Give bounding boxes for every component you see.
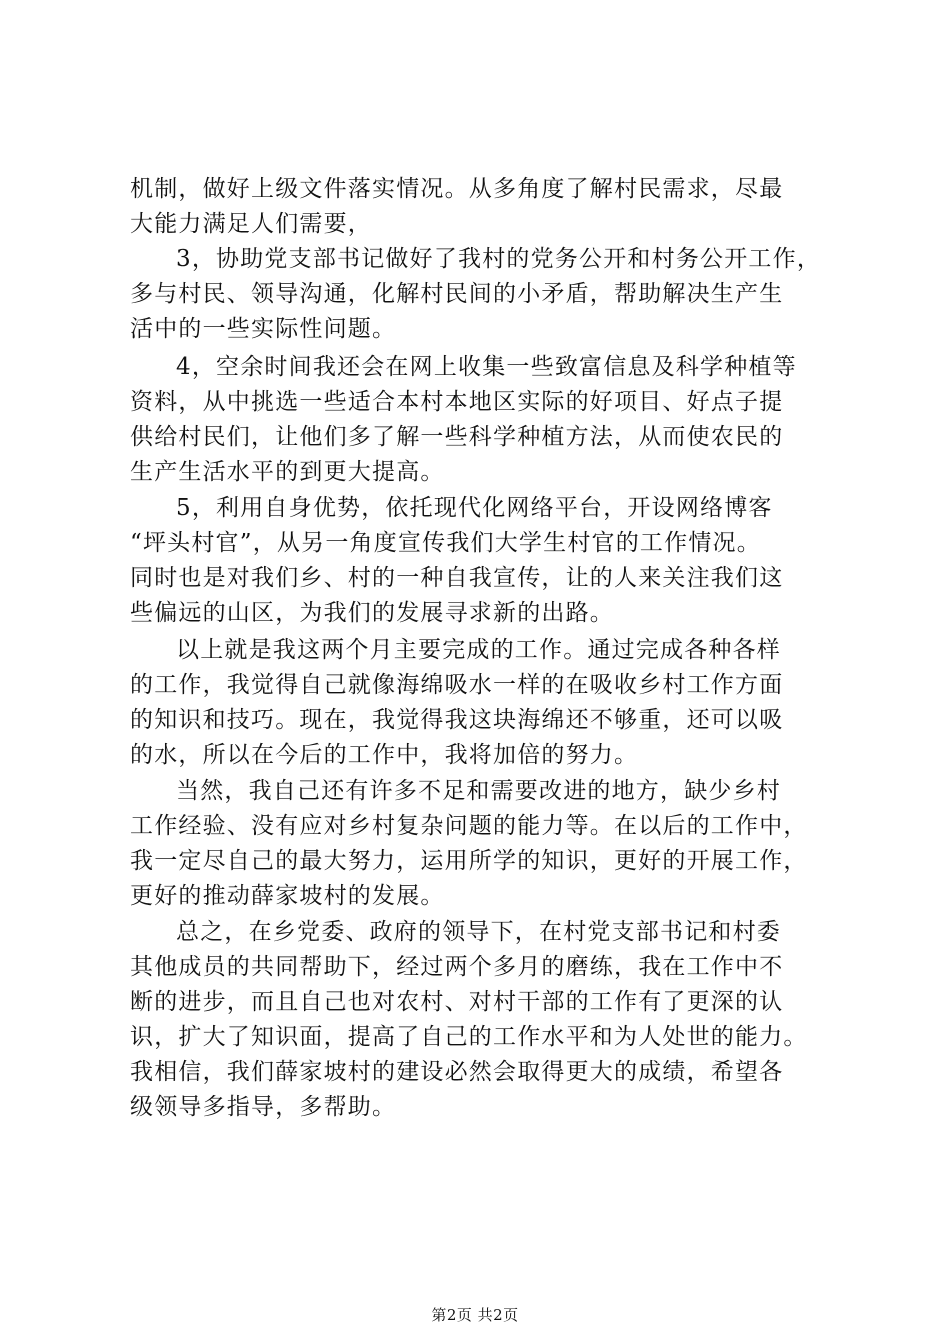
text-line: 资料，从中挑选一些适合本村本地区实际的好项目、好点子提 bbox=[130, 389, 784, 415]
text-line: 4，空余时间我还会在网上收集一些致富信息及科学种植等 bbox=[176, 354, 797, 380]
text-line: 活中的一些实际性问题。 bbox=[130, 316, 397, 342]
text-line: 我一定尽自己的最大努力，运用所学的知识，更好的开展工作， bbox=[130, 848, 808, 874]
text-line: 更好的推动薛家坡村的发展。 bbox=[130, 883, 445, 909]
text-line: 3，协助党支部书记做好了我村的党务公开和村务公开工作， bbox=[176, 246, 822, 272]
text-line: 以上就是我这两个月主要完成的工作。通过完成各种各样 bbox=[176, 637, 781, 663]
text-line: 5，利用自身优势，依托现代化网络平台，开设网络博客 bbox=[176, 495, 773, 521]
text-line: 我相信，我们薛家坡村的建设必然会取得更大的成绩，希望各 bbox=[130, 1059, 784, 1085]
text-line: 大能力满足人们需要， bbox=[130, 211, 372, 237]
text-line: 其他成员的共同帮助下，经过两个多月的磨练，我在工作中不 bbox=[130, 954, 784, 980]
text-line: 当然，我自己还有许多不足和需要改进的地方，缺少乡村 bbox=[176, 778, 781, 804]
text-line: “坪头村官”，从另一角度宣传我们大学生村官的工作情况。 bbox=[130, 530, 761, 556]
text-line: 多与村民、领导沟通，化解村民间的小矛盾，帮助解决生产生 bbox=[130, 281, 784, 307]
text-line: 工作经验、没有应对乡村复杂问题的能力等。在以后的工作中， bbox=[130, 813, 808, 839]
text-line: 的知识和技巧。现在，我觉得我这块海绵还不够重，还可以吸 bbox=[130, 707, 784, 733]
text-line: 总之，在乡党委、政府的领导下，在村党支部书记和村委 bbox=[176, 919, 781, 945]
text-line: 些偏远的山区，为我们的发展寻求新的出路。 bbox=[130, 600, 614, 626]
text-line: 机制，做好上级文件落实情况。从多角度了解村民需求，尽最 bbox=[130, 176, 784, 202]
text-line: 的工作，我觉得自己就像海绵吸水一样的在吸收乡村工作方面 bbox=[130, 672, 784, 698]
text-line: 生产生活水平的到更大提高。 bbox=[130, 459, 445, 485]
text-line: 供给村民们，让他们多了解一些科学种植方法，从而使农民的 bbox=[130, 424, 784, 450]
text-line: 同时也是对我们乡、村的一种自我宣传，让的人来关注我们这 bbox=[130, 565, 784, 591]
page-number-footer: 第2页 共2页 bbox=[431, 1306, 519, 1324]
text-line: 级领导多指导，多帮助。 bbox=[130, 1094, 397, 1120]
text-line: 识，扩大了知识面，提高了自己的工作水平和为人处世的能力。 bbox=[130, 1024, 808, 1050]
text-line: 断的进步，而且自己也对农村、对村干部的工作有了更深的认 bbox=[130, 989, 784, 1015]
text-line: 的水，所以在今后的工作中，我将加倍的努力。 bbox=[130, 742, 639, 768]
